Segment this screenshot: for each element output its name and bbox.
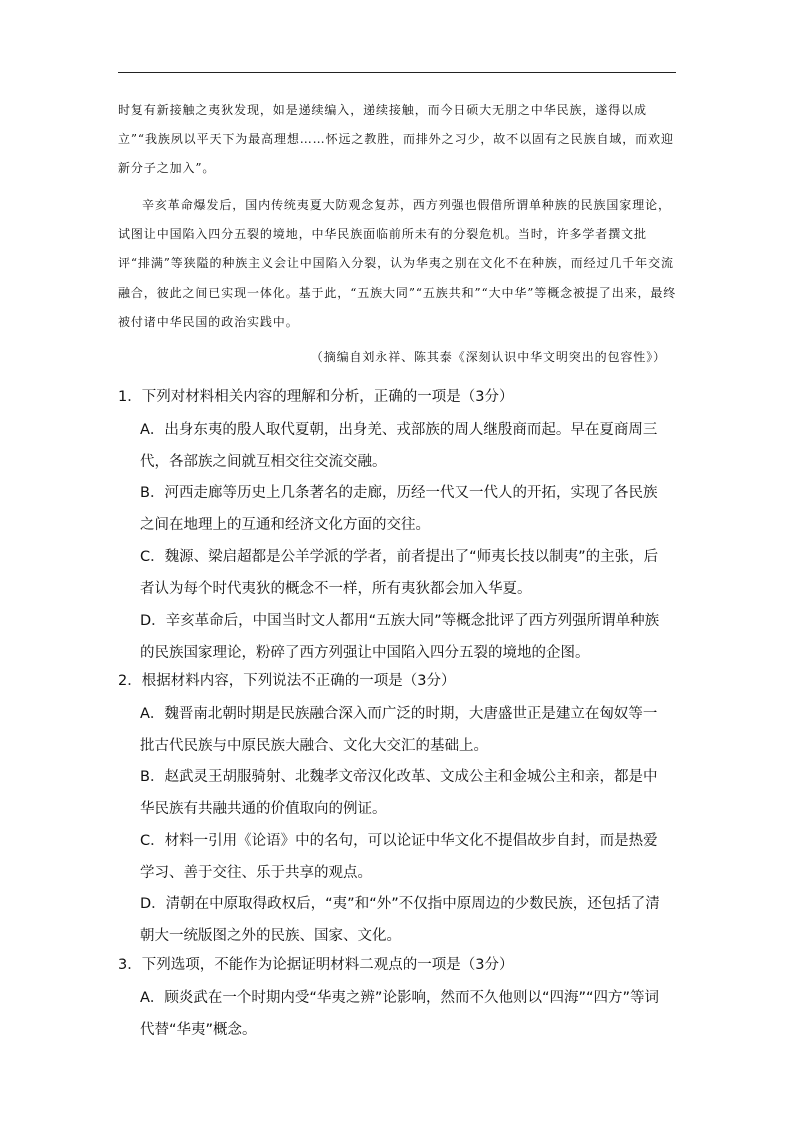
question-1-option-c: C．魏源、梁启超都是公羊学派的学者，前者提出了“师夷长技以制夷”的主张，后者认为每个时代夷狄的概念不一样，所有夷狄都会加入华夏。 [140,549,659,598]
passage-paragraph-1: 时复有新接触之夷狄发现，如是递续编入，递续接触，而今日硕大无朋之中华民族，遂得以成立”“我族夙以平天下为最高理想……怀远之教胜，而排外之习少，故不以固有之民族自域，而欢迎新分子之加入”。 [118,103,674,176]
question-2-option-b: B．赵武灵王胡服骑射、北魏孝文帝汉化改革、文成公主和金城公主和亲，都是中华民族有共融共通的价值取向的例证。 [140,769,658,818]
passage-source: （摘编自刘永祥、陈其泰《深刻认识中华文明突出的包容性》） [310,350,666,364]
question-3-option-a: A．顾炎武在一个时期内受“华夷之辨”论影响，然而不久他则以“四海”“四方”等词代替“华夷”概念。 [140,990,659,1039]
question-1-option-d: D．辛亥革命后，中国当时文人都用“五族大同”等概念批评了西方列强所谓单种族的民族国家理论，粉碎了西方列强让中国陷入四分五裂的境地的企图。 [140,613,660,662]
question-3-stem: 3．下列选项，不能作为论据证明材料二观点的一项是（3分） [118,957,514,973]
question-2-option-a: A．魏晋南北朝时期是民族融合深入而广泛的时期，大唐盛世正是建立在匈奴等一批古代民族与中原民族大融合、文化大交汇的基础上。 [140,706,658,755]
header-rule [118,72,676,73]
question-1-option-b: B．河西走廊等历史上几条著名的走廊，历经一代又一代人的开拓，实现了各民族之间在地理上的互通和经济文化方面的交往。 [140,485,658,534]
question-2-stem: 2．根据材料内容，下列说法不正确的一项是（3分） [118,673,456,689]
question-1-option-a: A．出身东夷的殷人取代夏朝，出身羌、戎部族的周人继殷商而起。早在夏商周三代，各部族之间就互相交往交流交融。 [140,422,658,471]
question-2-option-d: D．清朝在中原取得政权后，“夷”和“外”不仅指中原周边的少数民族，还包括了清朝大一统版图之外的民族、国家、文化。 [140,896,660,945]
question-2-option-c: C．材料一引用《论语》中的名句，可以论证中华文化不提倡故步自封，而是热爱学习、善于交往、乐于共享的观点。 [140,833,658,882]
question-1-stem: 1．下列对材料相关内容的理解和分析，正确的一项是（3分） [118,389,514,405]
passage-paragraph-2: 辛亥革命爆发后，国内传统夷夏大防观念复苏，西方列强也假借所谓单种族的民族国家理论，试图让中国陷入四分五裂的境地，中华民族面临前所未有的分裂危机。当时，许多学者撰文批评“排满”等狭隘的种族主义会让中国陷入分裂，认为华夷之别在文化不在种族，而经过几千年交流融合，彼此之间已实现一体化。基于此，“五族大同”“五族共和”“大中华”等概念被提了出来，最终被付诸中华民国的政治实践中。 [118,198,677,329]
